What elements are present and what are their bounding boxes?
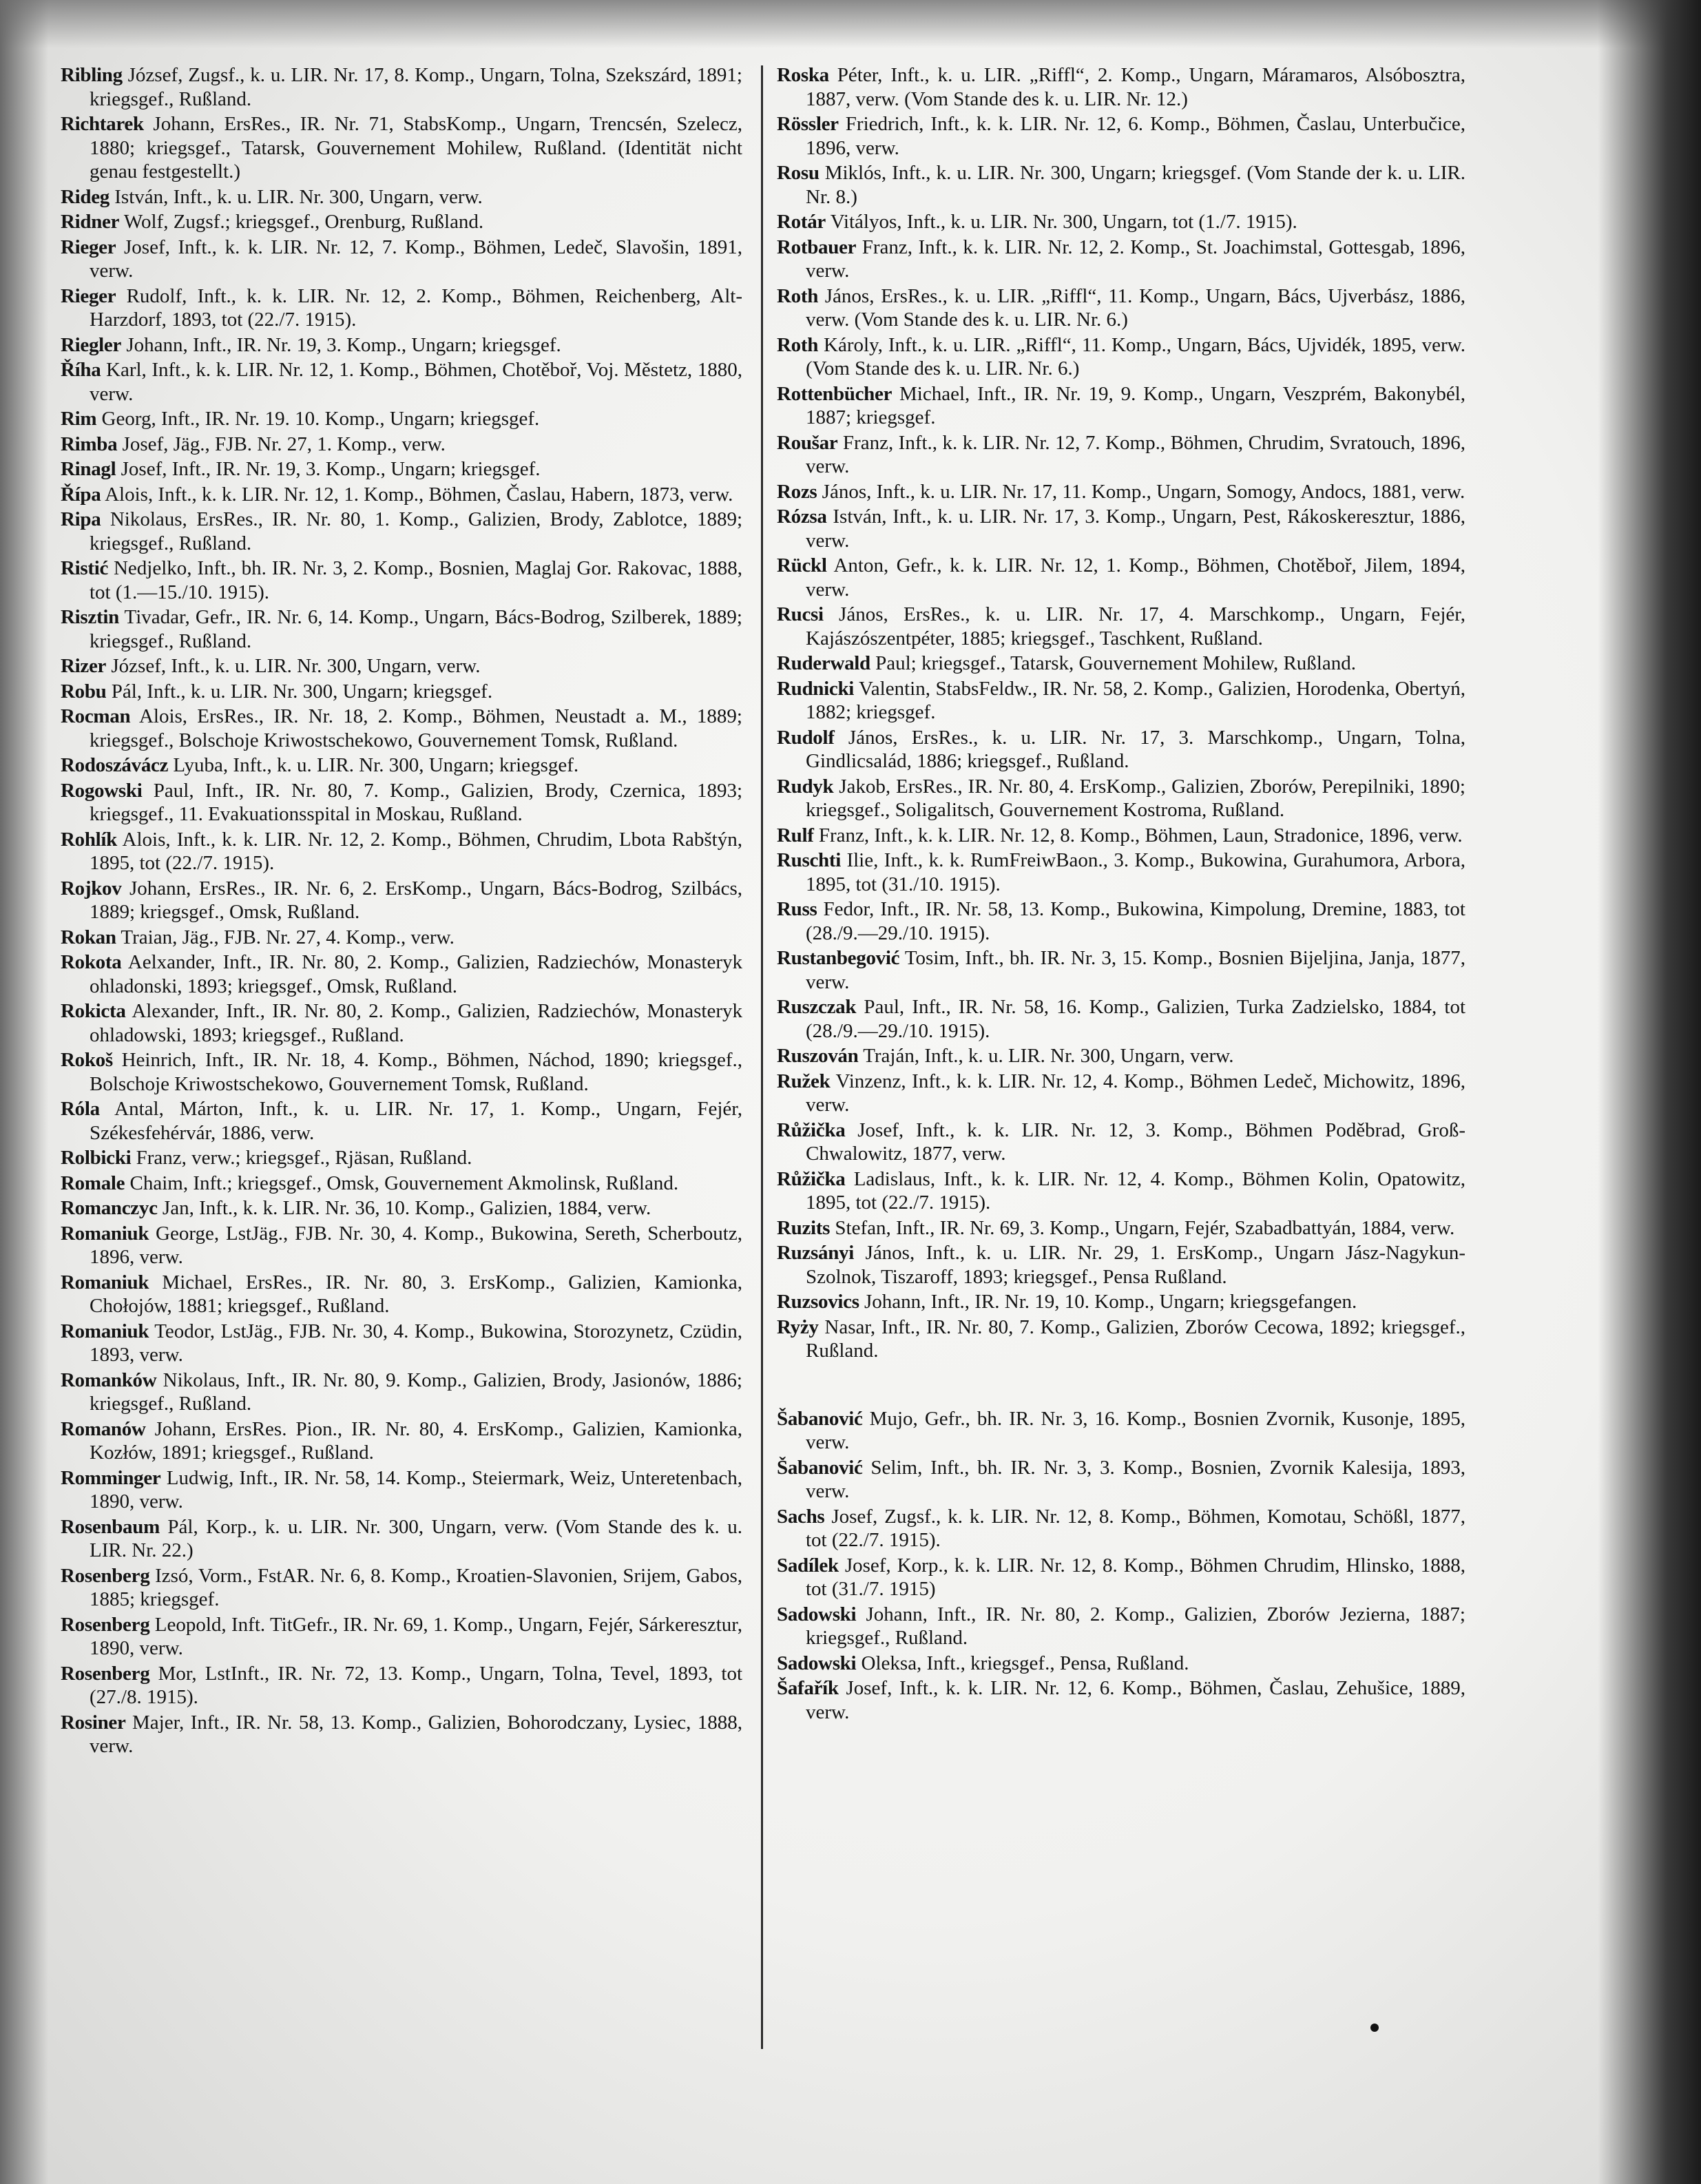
entry-details: Wolf, Zugsf.; kriegsgef., Orenburg, Rußland. <box>119 211 484 233</box>
entry-details: Rudolf, Inft., k. k. LIR. Nr. 12, 2. Komp., Böhmen, Reichenberg, Alt-Harzdorf, 1893, tot (22./7. 1915). <box>90 284 742 331</box>
entry-details: Ilie, Inft., k. k. RumFreiwBaon., 3. Komp., Bukowina, Gurahumora, Arbora, 1895, tot (31./10. 1915). <box>806 849 1465 895</box>
entry-details: Nedjelko, Inft., bh. IR. Nr. 3, 2. Komp., Bosnien, Maglaj Gor. Rakovac, 1888, tot (1.—15./10. 1915). <box>90 557 742 603</box>
list-entry <box>61 828 742 875</box>
entry-surname: Rosenberg <box>61 1564 150 1587</box>
entry-details: Georg, Inft., IR. Nr. 19. 10. Komp., Ungarn; kriegsgef. <box>96 408 540 430</box>
entry-surname: Rulf <box>777 824 814 846</box>
entry-details: Alois, ErsRes., IR. Nr. 18, 2. Komp., Böhmen, Neustadt a. M., 1889; kriegsgef., Bolschoje Kriwostschekowo, Gouvernement Tomsk, Rußland. <box>90 705 742 751</box>
entry-surname: Rocman <box>61 705 131 727</box>
list-entry <box>61 112 742 184</box>
list-entry <box>61 1466 742 1514</box>
entry-surname: Ristić <box>61 557 109 579</box>
entry-surname: Ryży <box>777 1315 819 1338</box>
list-entry <box>61 407 742 431</box>
list-entry <box>61 779 742 826</box>
ink-dot <box>1370 2024 1379 2032</box>
entry-details: Oleksa, Inft., kriegsgef., Pensa, Rußland. <box>856 1652 1189 1674</box>
entry-surname: Rotár <box>777 211 826 233</box>
entry-details: Josef, Inft., k. k. LIR. Nr. 12, 7. Komp., Böhmen, Ledeč, Slavošin, 1891, verw. <box>90 236 742 282</box>
list-entry <box>61 1097 742 1145</box>
entry-details: Paul, Inft., IR. Nr. 58, 16. Komp., Galizien, Turka Zadzielsko, 1884, tot (28./9.—29./10. 1915). <box>806 996 1465 1042</box>
entry-details: George, LstJäg., FJB. Nr. 30, 4. Komp., Bukowina, Sereth, Scherboutz, 1896, verw. <box>90 1222 742 1268</box>
entry-surname: Romaniuk <box>61 1320 149 1342</box>
entry-surname: Roth <box>777 333 819 356</box>
entry-details: Johann, ErsRes., IR. Nr. 6, 2. ErsKomp., Ungarn, Bács-Bodrog, Szilbács, 1889; kriegsgef., Omsk, Rußland. <box>90 877 742 923</box>
entry-details: Teodor, LstJäg., FJB. Nr. 30, 4. Komp., Bukowina, Storozynetz, Czüdin, 1893, verw. <box>90 1320 742 1366</box>
entry-surname: Rokan <box>61 926 116 948</box>
list-entry <box>777 1315 1465 1363</box>
list-entry <box>777 210 1465 234</box>
entry-surname: Rózsa <box>777 506 827 528</box>
list-entry <box>61 1271 742 1318</box>
entry-details: Jakob, ErsRes., IR. Nr. 80, 4. ErsKomp., Galizien, Zborów, Perepilniki, 1890; kriegsgef., Soligalitsch, Gouvernement Kostroma, Rußland. <box>806 775 1465 821</box>
entry-details: Ludwig, Inft., IR. Nr. 58, 14. Komp., Steiermark, Weiz, Unteretenbach, 1890, verw. <box>90 1466 742 1512</box>
entry-details: Vinzenz, Inft., k. k. LIR. Nr. 12, 4. Komp., Böhmen Ledeč, Michowitz, 1896, verw. <box>806 1070 1465 1116</box>
entry-surname: Ruszován <box>777 1045 859 1067</box>
list-entry <box>777 1290 1465 1314</box>
entry-surname: Rokota <box>61 951 122 973</box>
entry-details: Tosim, Inft., bh. IR. Nr. 3, 15. Komp., Bosnien Bijeljina, Janja, 1877, verw. <box>806 947 1465 993</box>
list-entry <box>61 210 742 234</box>
list-entry <box>777 1676 1465 1724</box>
entry-details: Nikolaus, ErsRes., IR. Nr. 80, 1. Komp., Galizien, Brody, Zablotce, 1889; kriegsgef., Rußland. <box>90 508 742 554</box>
entry-details: Franz, Inft., k. k. LIR. Nr. 12, 7. Komp., Böhmen, Chrudim, Svratouch, 1896, verw. <box>806 431 1465 477</box>
entry-surname: Rokoš <box>61 1049 113 1071</box>
entry-details: János, Inft., k. u. LIR. Nr. 17, 11. Komp., Ungarn, Somogy, Andocs, 1881, verw. <box>817 480 1465 503</box>
list-entry <box>777 603 1465 650</box>
list-entry <box>61 1222 742 1269</box>
list-entry <box>61 654 742 678</box>
entry-surname: Romminger <box>61 1466 161 1489</box>
entry-details: Karl, Inft., k. k. LIR. Nr. 12, 1. Komp., Böhmen, Chotěboř, Voj. Městetz, 1880, verw. <box>90 359 742 405</box>
entry-surname: Sachs <box>777 1505 825 1528</box>
list-entry <box>777 897 1465 945</box>
list-entry <box>777 1505 1465 1552</box>
entry-surname: Ruzsányi <box>777 1242 855 1264</box>
list-entry <box>777 1044 1465 1068</box>
entry-surname: Rosenberg <box>61 1662 150 1685</box>
entry-details: Traian, Jäg., FJB. Nr. 27, 4. Komp., verw. <box>116 926 455 948</box>
entry-surname: Rückl <box>777 554 827 576</box>
entry-surname: Rudolf <box>777 726 835 749</box>
entry-details: István, Inft., k. u. LIR. Nr. 300, Ungarn, verw. <box>109 185 483 208</box>
entry-surname: Rogowski <box>61 779 143 802</box>
entry-surname: Risztin <box>61 606 119 628</box>
entry-details: Stefan, Inft., IR. Nr. 69, 3. Komp., Ungarn, Fejér, Szabadbattyán, 1884, verw. <box>830 1216 1455 1239</box>
entry-details: Johann, ErsRes. Pion., IR. Nr. 80, 4. ErsKomp., Galizien, Kamionka, Kozłów, 1891; kriegsgef., Rußland. <box>90 1417 742 1464</box>
scan-shadow-right <box>1598 0 1701 2184</box>
list-entry <box>61 753 742 778</box>
entry-details: Károly, Inft., k. u. LIR. „Riffl“, 11. Komp., Ungarn, Bács, Ujvidék, 1895, verw. (Vom Stande des k. u. LIR. Nr. 6.) <box>806 333 1465 379</box>
list-entry <box>61 508 742 555</box>
entry-surname: Rosenbaum <box>61 1515 160 1538</box>
entry-details: Johann, ErsRes., IR. Nr. 71, StabsKomp., Ungarn, Trencsén, Szelecz, 1880; kriegsgef., Tatarsk, Gouvernement Mohilew, Rußland. (Identität nicht genau festgestellt.) <box>90 113 742 183</box>
list-entry <box>777 505 1465 552</box>
list-entry <box>777 1456 1465 1504</box>
entry-surname: Rössler <box>777 113 839 135</box>
entry-surname: Rudyk <box>777 775 834 798</box>
entry-surname: Ruzits <box>777 1216 831 1239</box>
list-entry <box>777 726 1465 773</box>
list-entry <box>61 999 742 1047</box>
entry-surname: Ružek <box>777 1070 831 1092</box>
left-column <box>61 63 742 1760</box>
list-entry <box>61 1172 742 1196</box>
list-entry <box>61 483 742 507</box>
list-entry <box>777 824 1465 848</box>
list-entry <box>61 680 742 704</box>
entry-details: János, ErsRes., k. u. LIR. „Riffl“, 11. Komp., Ungarn, Bács, Ujverbász, 1886, verw. (Vom Stande des k. u. LIR. Nr. 6.) <box>806 284 1465 331</box>
entry-details: Valentin, StabsFeldw., IR. Nr. 58, 2. Komp., Galizien, Horodenka, Obertyń, 1882; kriegsgef. <box>806 677 1465 723</box>
entry-surname: Riegler <box>61 333 122 356</box>
list-entry <box>777 1070 1465 1117</box>
list-entry <box>61 950 742 998</box>
entry-details: Chaim, Inft.; kriegsgef., Omsk, Gouvernement Akmolinsk, Rußland. <box>125 1172 679 1194</box>
list-entry <box>777 284 1465 332</box>
entry-surname: Romaniuk <box>61 1271 149 1293</box>
entry-surname: Rieger <box>61 236 116 258</box>
entry-details: Josef, Inft., k. k. LIR. Nr. 12, 3. Komp., Böhmen Poděbrad, Groß-Chwalowitz, 1877, verw. <box>806 1119 1465 1165</box>
entry-surname: Sadowski <box>777 1652 857 1674</box>
entry-details: Traján, Inft., k. u. LIR. Nr. 300, Ungarn, verw. <box>858 1045 1234 1067</box>
right-column-r-entries <box>777 63 1465 1363</box>
entry-surname: Růžička <box>777 1119 846 1141</box>
entry-surname: Rimba <box>61 433 118 455</box>
entry-surname: Rotbauer <box>777 236 857 258</box>
list-entry <box>61 236 742 283</box>
list-entry <box>777 112 1465 160</box>
entry-surname: Šabanović <box>777 1407 863 1430</box>
entry-details: Péter, Inft., k. u. LIR. „Riffl“, 2. Komp., Ungarn, Máramaros, Alsóbosztra, 1887, verw. (Vom Stande des k. u. LIR. Nr. 12.) <box>806 64 1465 110</box>
entry-surname: Rolbicki <box>61 1147 132 1169</box>
entry-surname: Rottenbücher <box>777 382 893 405</box>
entry-surname: Rojkov <box>61 877 122 899</box>
entry-surname: Ruzsovics <box>777 1291 859 1313</box>
section-gap <box>777 1364 1465 1407</box>
list-entry <box>777 1554 1465 1601</box>
list-entry <box>777 236 1465 283</box>
entry-details: Franz, Inft., k. k. LIR. Nr. 12, 2. Komp., St. Joachimstal, Gottesgab, 1896, verw. <box>806 236 1465 282</box>
list-entry <box>61 433 742 457</box>
entry-surname: Řípa <box>61 483 101 506</box>
right-column <box>777 63 1465 1725</box>
entry-surname: Rohlík <box>61 828 118 851</box>
list-entry <box>61 605 742 653</box>
list-entry <box>61 63 742 111</box>
list-entry <box>777 63 1465 111</box>
entry-details: Michael, ErsRes., IR. Nr. 80, 3. ErsKomp., Galizien, Kamionka, Chołojów, 1881; kriegsgef., Rußland. <box>90 1271 742 1317</box>
entry-details: Franz, Inft., k. k. LIR. Nr. 12, 8. Komp., Böhmen, Laun, Stradonice, 1896, verw. <box>813 824 1463 846</box>
entry-surname: Roušar <box>777 431 838 454</box>
list-entry <box>61 1711 742 1758</box>
scan-shadow-top <box>0 0 1701 48</box>
list-entry <box>61 284 742 332</box>
entry-surname: Rozs <box>777 480 817 503</box>
entry-surname: Romanków <box>61 1369 157 1391</box>
list-entry <box>61 1564 742 1612</box>
entry-details: József, Inft., k. u. LIR. Nr. 300, Ungarn, verw. <box>106 655 481 677</box>
entry-surname: Rideg <box>61 185 110 208</box>
entry-details: József, Zugsf., k. u. LIR. Nr. 17, 8. Komp., Ungarn, Tolna, Szekszárd, 1891; kriegsgef., Rußland. <box>90 64 742 110</box>
entry-surname: Rustanbegović <box>777 947 900 969</box>
entry-details: Alois, Inft., k. k. LIR. Nr. 12, 2. Komp., Böhmen, Chrudim, Lbota Rabštýn, 1895, tot (22./7. 1915). <box>90 828 742 874</box>
entry-details: István, Inft., k. u. LIR. Nr. 17, 3. Komp., Ungarn, Pest, Rákoskeresztur, 1886, verw. <box>806 506 1465 552</box>
entry-surname: Ridner <box>61 211 120 233</box>
right-column-s-entries <box>777 1407 1465 1725</box>
list-entry <box>61 1613 742 1661</box>
entry-surname: Romanów <box>61 1417 146 1440</box>
list-entry <box>777 1167 1465 1215</box>
entry-details: Ladislaus, Inft., k. k. LIR. Nr. 12, 4. Komp., Böhmen Kolin, Opatowitz, 1895, tot (22./7. 1915). <box>806 1167 1465 1214</box>
entry-details: Josef, Inft., k. k. LIR. Nr. 12, 6. Komp., Böhmen, Časlau, Zehušice, 1889, verw. <box>806 1677 1465 1723</box>
entry-surname: Sadowski <box>777 1603 857 1625</box>
list-entry <box>61 1515 742 1563</box>
entry-details: Paul; kriegsgef., Tatarsk, Gouvernement Mohilew, Rußland. <box>870 652 1356 674</box>
entry-surname: Rosiner <box>61 1711 126 1734</box>
entry-details: Michael, Inft., IR. Nr. 19, 9. Komp., Ungarn, Veszprém, Bakonybél, 1887; kriegsgef. <box>806 382 1465 428</box>
entry-surname: Rucsi <box>777 603 824 625</box>
entry-details: Pál, Inft., k. u. LIR. Nr. 300, Ungarn; kriegsgef. <box>106 680 493 703</box>
list-entry <box>777 1652 1465 1676</box>
entry-surname: Rinagl <box>61 458 116 480</box>
entry-details: Johann, Inft., IR. Nr. 80, 2. Komp., Galizien, Zborów Jezierna, 1887; kriegsgef., Rußland. <box>806 1603 1465 1649</box>
list-entry <box>61 705 742 752</box>
entry-surname: Roska <box>777 64 829 86</box>
list-entry <box>61 926 742 950</box>
entry-surname: Romaniuk <box>61 1222 149 1245</box>
entry-details: Paul, Inft., IR. Nr. 80, 7. Komp., Galizien, Brody, Czernica, 1893; kriegsgef., 11. Evakuationsspital in Moskau, Rußland. <box>90 779 742 825</box>
entry-surname: Rizer <box>61 655 107 677</box>
entry-details: Friedrich, Inft., k. k. LIR. Nr. 12, 6. Komp., Böhmen, Časlau, Unterbučice, 1896, verw. <box>806 113 1465 159</box>
entry-details: Leopold, Inft. TitGefr., IR. Nr. 69, 1. Komp., Ungarn, Fejér, Sárkeresztur, 1890, verw. <box>90 1613 742 1659</box>
entry-details: Josef, Zugsf., k. k. LIR. Nr. 12, 8. Komp., Böhmen, Komotau, Schößl, 1877, tot (22./7. 1915). <box>806 1505 1465 1551</box>
entry-details: Mor, LstInft., IR. Nr. 72, 13. Komp., Ungarn, Tolna, Tevel, 1893, tot (27./8. 1915). <box>90 1662 742 1708</box>
entry-details: János, Inft., k. u. LIR. Nr. 29, 1. ErsKomp., Ungarn Jász-Nagykun-Szolnok, Tiszaroff, 1893; kriegsgef., Pensa Rußland. <box>806 1242 1465 1288</box>
list-entry <box>61 1417 742 1465</box>
entry-details: Josef, Korp., k. k. LIR. Nr. 12, 8. Komp., Böhmen Chrudim, Hlinsko, 1888, tot (31./7. 1915) <box>806 1554 1465 1600</box>
entry-details: Josef, Inft., IR. Nr. 19, 3. Komp., Ungarn; kriegsgef. <box>116 458 541 480</box>
entry-details: Nasar, Inft., IR. Nr. 80, 7. Komp., Galizien, Zborów Cecowa, 1892; kriegsgef., Rußland. <box>806 1315 1465 1362</box>
entry-details: Lyuba, Inft., k. u. LIR. Nr. 300, Ungarn; kriegsgef. <box>168 754 579 776</box>
entry-details: János, ErsRes., k. u. LIR. Nr. 17, 3. Marschkomp., Ungarn, Tolna, Gindlicsalád, 1886; kriegsgef., Rußland. <box>806 726 1465 772</box>
entry-details: Vitályos, Inft., k. u. LIR. Nr. 300, Ungarn, tot (1./7. 1915). <box>825 211 1297 233</box>
list-entry <box>61 333 742 357</box>
entry-details: Antal, Márton, Inft., k. u. LIR. Nr. 17, 1. Komp., Ungarn, Fejér, Székesfehérvár, 1886, verw. <box>90 1098 742 1144</box>
list-entry <box>777 333 1465 381</box>
entry-surname: Rieger <box>61 284 116 307</box>
entry-details: Alois, Inft., k. k. LIR. Nr. 12, 1. Komp., Böhmen, Časlau, Habern, 1873, verw. <box>101 483 733 506</box>
list-entry <box>777 995 1465 1043</box>
list-entry <box>777 677 1465 725</box>
entry-surname: Rodoszávácz <box>61 754 169 776</box>
entry-surname: Rudnicki <box>777 677 855 700</box>
entry-surname: Rim <box>61 408 97 430</box>
entry-surname: Růžička <box>777 1167 846 1190</box>
entry-surname: Rosu <box>777 162 820 184</box>
list-entry <box>61 358 742 406</box>
list-entry <box>61 1146 742 1170</box>
entry-surname: Ruschti <box>777 849 841 871</box>
entry-surname: Ruderwald <box>777 652 870 674</box>
entry-surname: Róla <box>61 1098 100 1120</box>
list-entry <box>61 1196 742 1220</box>
entry-surname: Ruszczak <box>777 996 857 1018</box>
entry-details: Johann, Inft., IR. Nr. 19, 3. Komp., Ungarn; kriegsgef. <box>121 333 561 356</box>
entry-details: Selim, Inft., bh. IR. Nr. 3, 3. Komp., Bosnien, Zvornik Kalesija, 1893, verw. <box>806 1456 1465 1502</box>
entry-surname: Ripa <box>61 508 101 530</box>
entry-details: Johann, Inft., IR. Nr. 19, 10. Komp., Ungarn; kriegsgefangen. <box>859 1291 1357 1313</box>
list-entry <box>777 161 1465 209</box>
entry-details: Heinrich, Inft., IR. Nr. 18, 4. Komp., Böhmen, Náchod, 1890; kriegsgef., Bolschoje Kriwostschekowo, Gouvernement Tomsk, Rußland. <box>90 1049 742 1095</box>
entry-surname: Robu <box>61 680 107 703</box>
entry-details: Mujo, Gefr., bh. IR. Nr. 3, 16. Komp., Bosnien Zvornik, Kusonje, 1895, verw. <box>806 1407 1465 1453</box>
entry-surname: Romale <box>61 1172 125 1194</box>
entry-surname: Šabanović <box>777 1456 863 1479</box>
entry-details: Tivadar, Gefr., IR. Nr. 6, 14. Komp., Ungarn, Bács-Bodrog, Szilberek, 1889; kriegsgef., Rußland. <box>90 606 742 652</box>
list-entry <box>777 1216 1465 1240</box>
list-entry <box>61 1048 742 1096</box>
list-entry <box>777 480 1465 504</box>
entry-details: Jan, Inft., k. k. LIR. Nr. 36, 10. Komp., Galizien, 1884, verw. <box>157 1197 651 1219</box>
list-entry <box>777 775 1465 822</box>
list-entry <box>61 1320 742 1367</box>
list-entry <box>61 1662 742 1709</box>
entry-surname: Šafařík <box>777 1677 839 1699</box>
entry-details: Izsó, Vorm., FstAR. Nr. 6, 8. Komp., Kroatien-Slavonien, Srijem, Gabos, 1885; kriegsgef. <box>90 1564 742 1610</box>
entry-details: Anton, Gefr., k. k. LIR. Nr. 12, 1. Komp., Böhmen, Chotěboř, Jilem, 1894, verw. <box>806 554 1465 601</box>
list-entry <box>777 1603 1465 1650</box>
list-entry <box>777 1407 1465 1455</box>
entry-surname: Rokicta <box>61 1000 126 1022</box>
entry-surname: Říha <box>61 359 101 381</box>
entry-details: Majer, Inft., IR. Nr. 58, 13. Komp., Galizien, Bohorodczany, Lysiec, 1888, verw. <box>90 1711 742 1757</box>
entry-details: Josef, Jäg., FJB. Nr. 27, 1. Komp., verw. <box>117 433 446 455</box>
list-entry <box>61 877 742 924</box>
list-entry <box>61 1369 742 1416</box>
entry-details: Fedor, Inft., IR. Nr. 58, 13. Komp., Bukowina, Kimpolung, Dremine, 1883, tot (28./9.—29./10. 1915). <box>806 898 1465 944</box>
list-entry <box>61 557 742 604</box>
entry-surname: Roth <box>777 284 819 307</box>
entry-surname: Rosenberg <box>61 1613 150 1636</box>
entry-details: Alexander, Inft., IR. Nr. 80, 2. Komp., Galizien, Radziechów, Monasteryk ohladowski, 1893; kriegsgef., Rußland. <box>90 1000 742 1046</box>
list-entry <box>777 652 1465 676</box>
entry-surname: Ribling <box>61 64 123 86</box>
list-entry <box>61 457 742 481</box>
list-entry <box>777 554 1465 601</box>
scan-shadow-left <box>0 0 48 2184</box>
list-entry <box>777 946 1465 994</box>
entry-surname: Romanczyc <box>61 1197 158 1219</box>
entry-surname: Richtarek <box>61 113 144 135</box>
list-entry <box>777 382 1465 430</box>
list-entry <box>777 1241 1465 1289</box>
list-entry <box>61 185 742 209</box>
list-entry <box>777 431 1465 479</box>
entry-surname: Russ <box>777 898 817 920</box>
entry-details: Pál, Korp., k. u. LIR. Nr. 300, Ungarn, verw. (Vom Stande des k. u. LIR. Nr. 22.) <box>90 1515 742 1561</box>
entry-details: János, ErsRes., k. u. LIR. Nr. 17, 4. Marschkomp., Ungarn, Fejér, Kajászószentpéter, 1885; kriegsgef., Taschkent, Rußland. <box>806 603 1465 649</box>
entry-details: Miklós, Inft., k. u. LIR. Nr. 300, Ungarn; kriegsgef. (Vom Stande der k. u. LIR. Nr. 8.) <box>806 162 1465 208</box>
entry-surname: Sadílek <box>777 1554 839 1577</box>
column-divider <box>761 65 763 2049</box>
entry-details: Franz, verw.; kriegsgef., Rjäsan, Rußland. <box>131 1147 472 1169</box>
list-entry <box>777 849 1465 896</box>
entry-details: Nikolaus, Inft., IR. Nr. 80, 9. Komp., Galizien, Brody, Jasionów, 1886; kriegsgef., Rußland. <box>90 1369 742 1415</box>
entry-details: Aelxander, Inft., IR. Nr. 80, 2. Komp., Galizien, Radziechów, Monasteryk ohladonski, 1893; kriegsgef., Omsk, Rußland. <box>90 951 742 997</box>
list-entry <box>777 1119 1465 1166</box>
